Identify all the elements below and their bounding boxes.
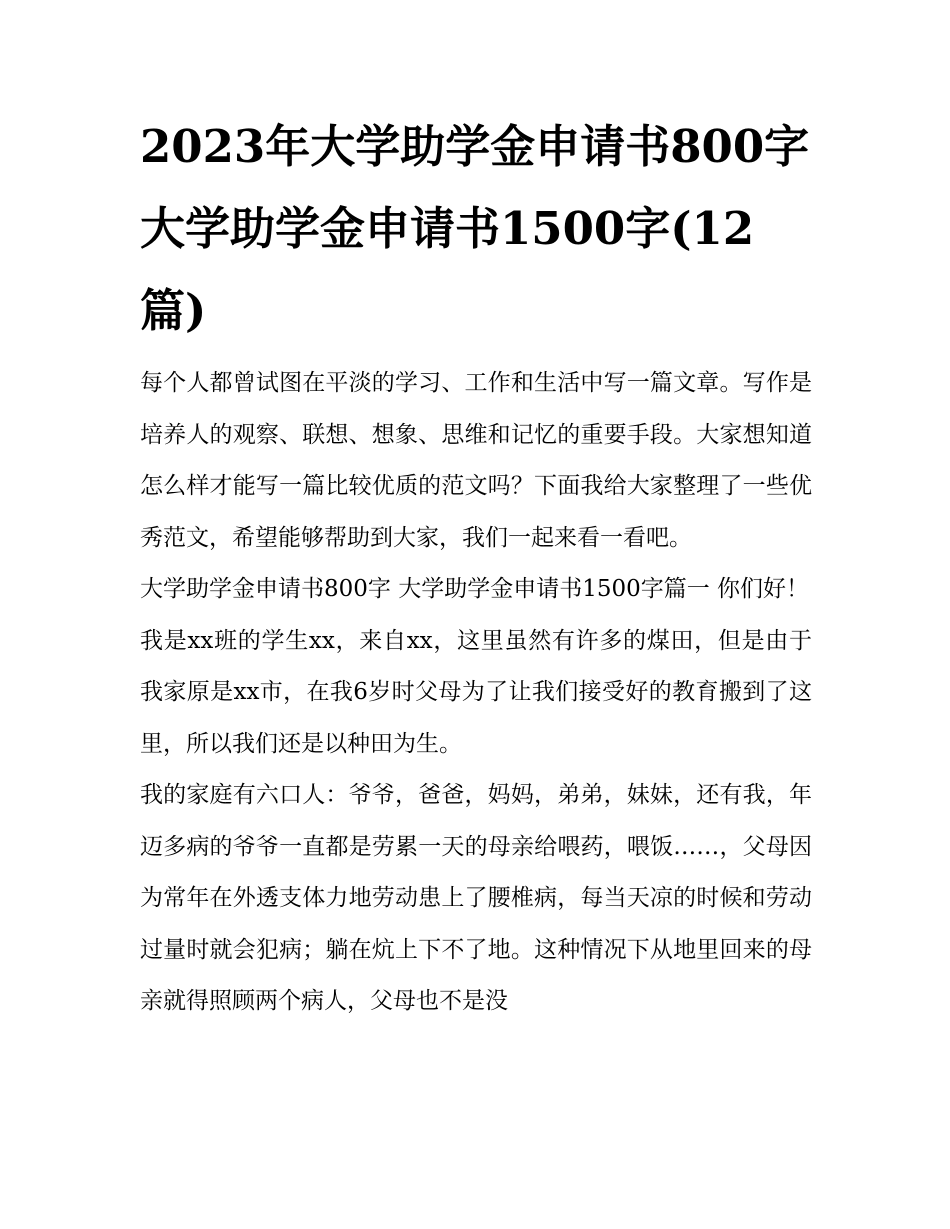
body-paragraph: 我是xx班的学生xx，来自xx，这里虽然有许多的煤田，但是由于我家原是xx市，在我6岁时父母为了让我们接受好的教育搬到了这里，所以我们还是以种田为生。: [140, 627, 812, 757]
body-paragraph: 我的家庭有六口人：爷爷，爸爸，妈妈，弟弟，妹妹，还有我，年迈多病的爷爷一直都是劳累一天的母亲给喂药，喂饭……，父母因为常年在外透支体力地劳动患上了腰椎病，每当天凉的时候和劳动过量时就会犯病；躺在炕上下不了地。这种情况下从地里回来的母亲就得照顾两个病人，父母也不是没: [140, 782, 812, 1014]
section-heading-paragraph: 大学助学金申请书800字 大学助学金申请书1500字篇一 你们好！: [140, 576, 810, 602]
document-body: [140, 358, 812, 1028]
document-title: 2023年大学助学金申请书800字 大学助学金申请书1500字(12篇): [140, 120, 810, 337]
intro-paragraph: 每个人都曾试图在平淡的学习、工作和生活中写一篇文章。写作是培养人的观察、联想、想象、思维和记忆的重要手段。大家想知道怎么样才能写一篇比较优质的范文吗？下面我给大家整理了一些优秀范文，希望能够帮助到大家，我们一起来看一看吧。: [140, 370, 812, 551]
